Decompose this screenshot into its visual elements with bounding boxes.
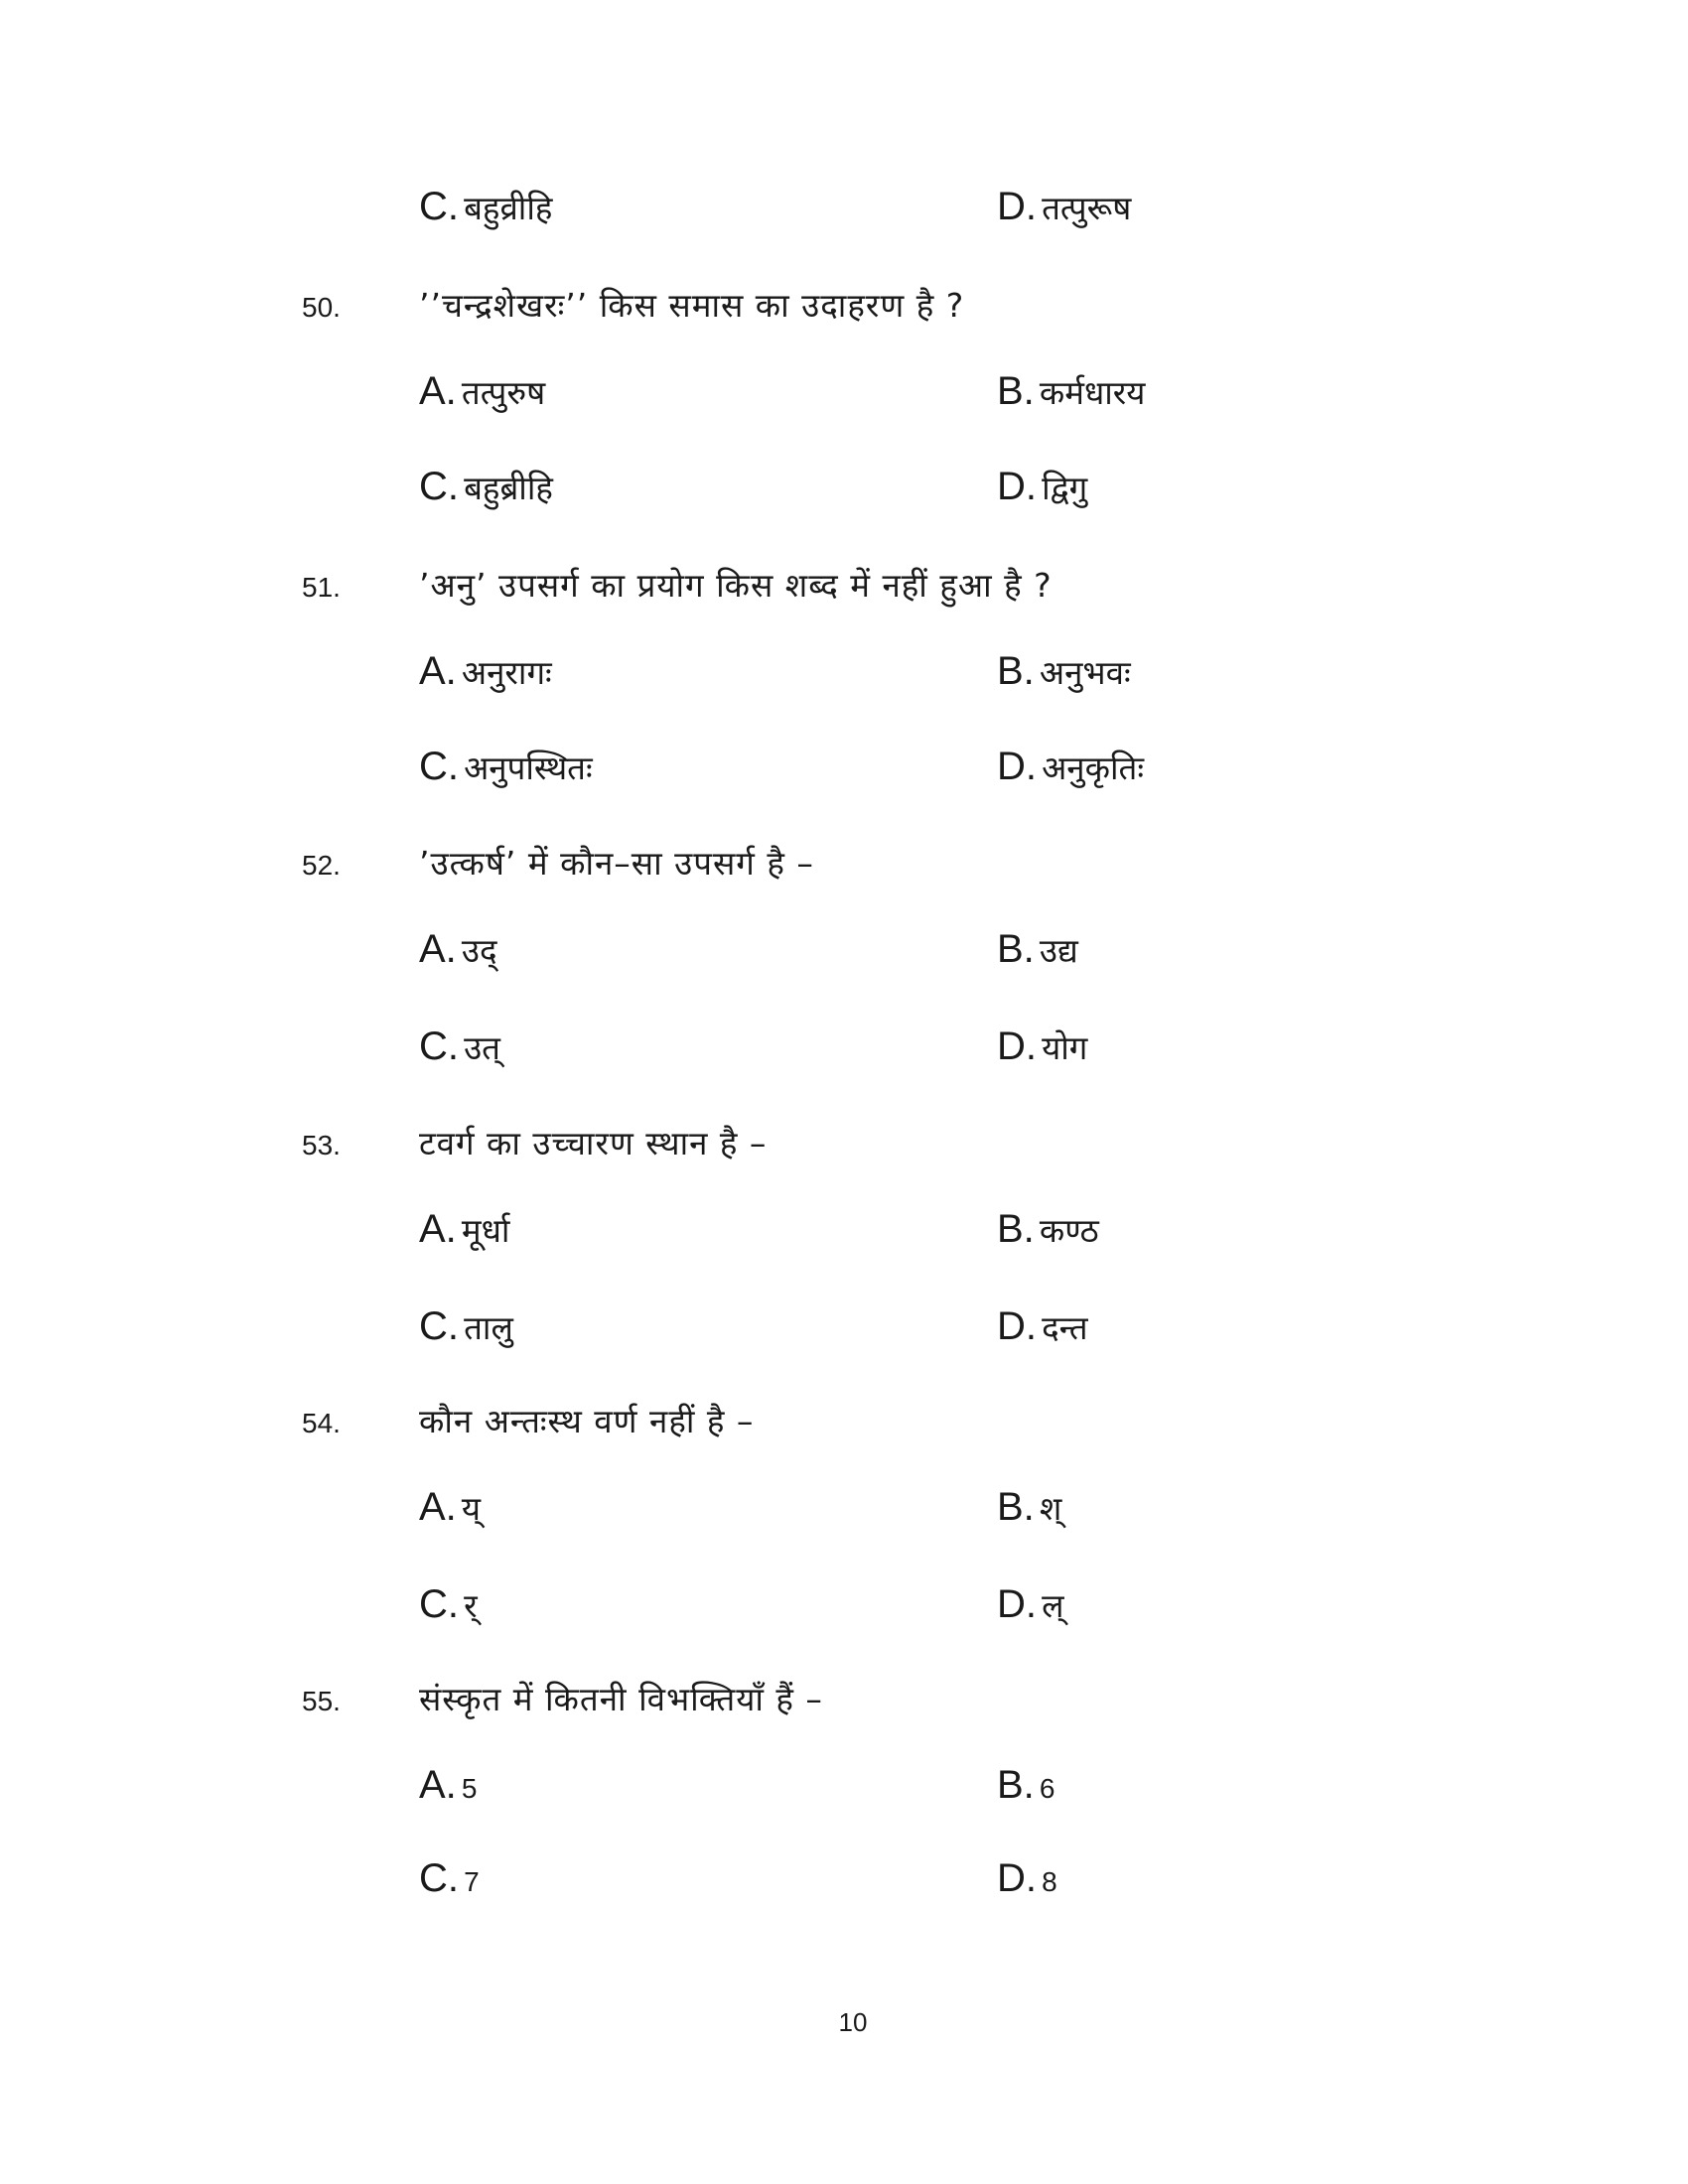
option-b: [997, 369, 1145, 414]
option-letter: B.: [997, 927, 1035, 971]
option-letter: D.: [997, 185, 1037, 228]
option-letter: A.: [419, 369, 457, 413]
option-row: [0, 1207, 1688, 1267]
question-number: 52.: [302, 850, 341, 881]
question-text: ’’चन्द्रशेखरः’’ किस समास का उदाहरण है ?: [419, 286, 965, 325]
question-text: कौन अन्तःस्थ वर्ण नहीं है –: [419, 1402, 755, 1440]
option-d: [997, 185, 1131, 229]
option-text: बहुब्रीहि: [464, 469, 553, 507]
question-text: ’उत्कर्ष’ में कौन–सा उपसर्ग है –: [419, 844, 814, 883]
option-text: तालु: [464, 1308, 513, 1347]
option-a: [419, 369, 545, 414]
option-d: [997, 1856, 1057, 1901]
option-text: 5: [461, 1773, 478, 1804]
option-a: [419, 1207, 509, 1252]
option-letter: D.: [997, 465, 1037, 508]
option-letter: D.: [997, 745, 1037, 788]
option-text: उत्: [464, 1028, 500, 1067]
option-row: [0, 1024, 1688, 1084]
option-text: उद्: [461, 931, 497, 970]
option-letter: C.: [419, 185, 459, 228]
option-text: ल्: [1042, 1586, 1064, 1625]
option-c: [419, 185, 552, 229]
option-d: [997, 1024, 1087, 1069]
question-number: 55.: [302, 1686, 341, 1716]
question-row: [0, 1116, 1688, 1175]
option-letter: A.: [419, 1763, 457, 1807]
question-row: [0, 558, 1688, 617]
option-b: [997, 927, 1078, 972]
option-letter: A.: [419, 1207, 457, 1251]
option-text: र्: [464, 1586, 478, 1625]
question-number: 50.: [302, 292, 341, 323]
option-a: [419, 927, 497, 972]
option-b: [997, 1763, 1055, 1808]
option-text: य्: [461, 1489, 482, 1528]
question-number: 51.: [302, 572, 341, 603]
option-c: [419, 1582, 478, 1627]
option-a: [419, 1763, 477, 1808]
option-text: अनुभवः: [1039, 653, 1131, 692]
option-letter: A.: [419, 927, 457, 971]
option-text: तत्पुरुष: [461, 373, 546, 412]
option-c: [419, 1856, 480, 1901]
option-text: योग: [1042, 1028, 1088, 1067]
option-letter: A.: [419, 649, 457, 693]
option-c: [419, 1024, 500, 1069]
option-text: श्: [1039, 1489, 1062, 1528]
question-number: 54.: [302, 1408, 341, 1438]
option-row: [0, 927, 1688, 987]
question-row: [0, 278, 1688, 338]
option-row: [0, 465, 1688, 524]
option-row: [0, 185, 1688, 244]
option-text: कण्ठ: [1039, 1211, 1099, 1250]
option-c: [419, 1304, 513, 1349]
option-text: अनुपस्थितः: [464, 749, 593, 787]
option-b: [997, 1485, 1061, 1530]
option-letter: A.: [419, 1485, 457, 1529]
option-text: अनुरागः: [461, 653, 552, 692]
option-text: कर्मधारय: [1039, 373, 1146, 412]
option-text: अनुकृतिः: [1042, 749, 1144, 787]
option-b: [997, 1207, 1099, 1252]
option-a: [419, 649, 552, 694]
option-letter: C.: [419, 745, 459, 788]
option-row: [0, 1856, 1688, 1916]
option-row: [0, 1485, 1688, 1545]
option-text: 6: [1039, 1773, 1055, 1804]
option-c: [419, 465, 553, 509]
question-row: [0, 1394, 1688, 1453]
question-row: [0, 1672, 1688, 1731]
option-letter: D.: [997, 1304, 1037, 1348]
option-row: [0, 1763, 1688, 1823]
question-text: टवर्ग का उच्चारण स्थान है –: [419, 1124, 768, 1162]
option-letter: B.: [997, 649, 1035, 693]
option-row: [0, 369, 1688, 429]
option-row: [0, 649, 1688, 709]
option-row: [0, 1304, 1688, 1364]
option-b: [997, 649, 1131, 694]
option-text: उद्य: [1039, 931, 1078, 970]
option-d: [997, 1304, 1088, 1349]
option-c: [419, 745, 593, 789]
option-row: [0, 745, 1688, 804]
option-d: [997, 1582, 1063, 1627]
question-row: [0, 836, 1688, 895]
option-letter: C.: [419, 1582, 459, 1626]
question-text: संस्कृत में कितनी विभक्तियाँ हैं –: [419, 1680, 823, 1718]
question-text: ’अनु’ उपसर्ग का प्रयोग किस शब्द में नहीं हुआ है ?: [419, 566, 1053, 605]
option-letter: B.: [997, 1485, 1035, 1529]
option-row: [0, 1582, 1688, 1642]
option-letter: D.: [997, 1024, 1037, 1068]
option-a: [419, 1485, 481, 1530]
option-text: द्विगु: [1042, 469, 1088, 507]
option-letter: D.: [997, 1856, 1037, 1900]
option-text: मूर्धा: [461, 1211, 510, 1250]
option-text: तत्पुरूष: [1042, 189, 1132, 227]
option-text: दन्त: [1042, 1308, 1088, 1347]
option-text: 7: [464, 1866, 480, 1897]
option-letter: C.: [419, 1024, 459, 1068]
option-letter: C.: [419, 465, 459, 508]
option-text: 8: [1042, 1866, 1057, 1897]
option-letter: D.: [997, 1582, 1037, 1626]
question-number: 53.: [302, 1130, 341, 1160]
option-letter: C.: [419, 1856, 459, 1900]
option-d: [997, 745, 1144, 789]
option-letter: B.: [997, 369, 1035, 413]
page-number: 10: [838, 2007, 868, 2037]
option-d: [997, 465, 1087, 509]
option-letter: B.: [997, 1763, 1035, 1807]
option-letter: B.: [997, 1207, 1035, 1251]
option-letter: C.: [419, 1304, 459, 1348]
option-text: बहुव्रीहि: [464, 189, 553, 227]
